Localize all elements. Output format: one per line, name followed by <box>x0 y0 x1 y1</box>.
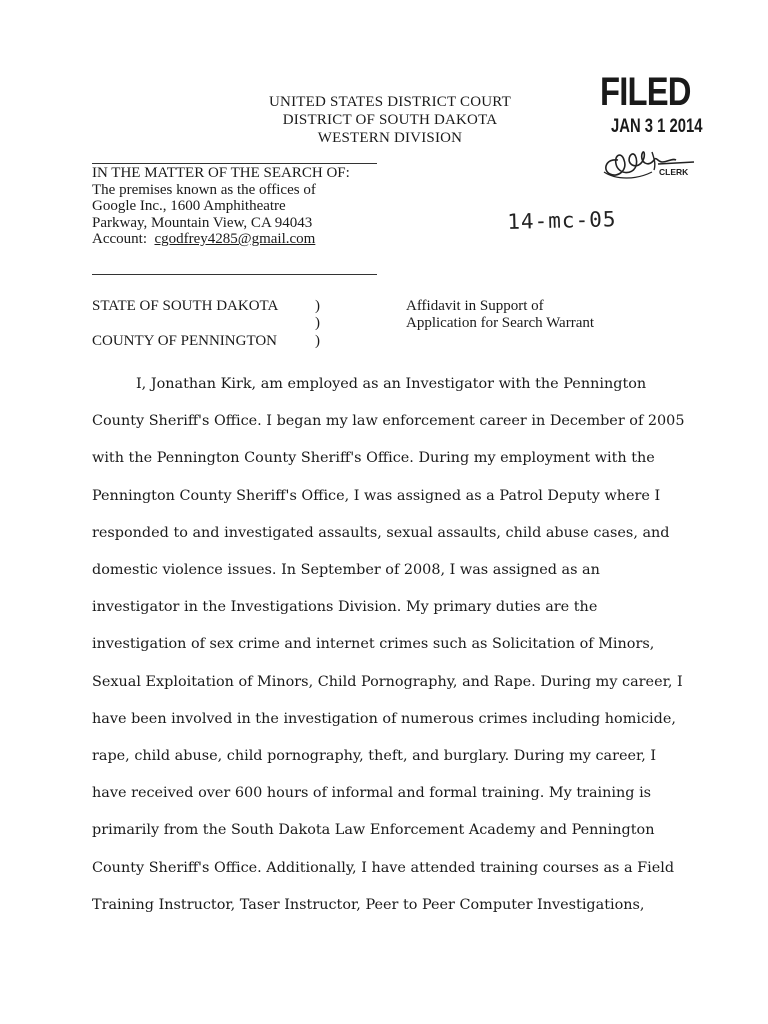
venue-paren-3: ) <box>315 333 320 349</box>
caption-line-4: Parkway, Mountain View, CA 94043 <box>92 214 313 231</box>
body-line: have been involved in the investigation of numerous crimes including homicide, <box>92 710 676 727</box>
clerk-signature <box>596 140 696 186</box>
affidavit-body <box>92 366 712 924</box>
court-name: UNITED STATES DISTRICT COURT <box>269 94 511 110</box>
filed-stamp-date: JAN 3 1 2014 <box>611 116 703 137</box>
body-line: have received over 600 hours of informal and formal training. My training is <box>92 785 652 802</box>
account-label: Account: <box>92 231 147 247</box>
handwritten-case-number: 14-mc-05 <box>507 207 617 234</box>
court-heading <box>230 93 550 147</box>
venue-paren-1: ) <box>315 298 320 314</box>
caption-line-3: Google Inc., 1600 Amphitheatre <box>92 198 286 214</box>
caption-line-1: IN THE MATTER OF THE SEARCH OF: <box>92 165 350 181</box>
affidavit-title-line-2: Application for Search Warrant <box>406 315 595 331</box>
court-division: WESTERN DIVISION <box>317 130 463 146</box>
body-line: responded to and investigated assaults, sexual assaults, child abuse cases, and <box>92 524 670 541</box>
caption-top-rule <box>92 163 377 164</box>
body-line: I, Jonathan Kirk, am employed as an Investigator with the Pennington <box>136 376 647 392</box>
body-line: Pennington County Sheriff's Office, I was assigned as a Patrol Deputy where I <box>92 487 661 504</box>
affidavit-title-line-1: Affidavit in Support of <box>406 298 544 314</box>
body-line: with the Pennington County Sheriff's Office. During my employment with the <box>92 450 655 467</box>
court-district: DISTRICT OF SOUTH DAKOTA <box>282 112 498 128</box>
venue-state: STATE OF SOUTH DAKOTA <box>92 298 279 314</box>
body-line: Sexual Exploitation of Minors, Child Pornography, and Rape. During my career, I <box>92 673 683 690</box>
case-caption <box>92 165 350 248</box>
filed-stamp-clerk: CLERK <box>659 167 689 177</box>
body-line: County Sheriff's Office. I began my law enforcement career in December of 2005 <box>92 413 685 430</box>
body-line: domestic violence issues. In September of 2008, I was assigned as an <box>92 562 600 579</box>
body-line: County Sheriff's Office. Additionally, I have attended training courses as a Field <box>92 859 675 876</box>
caption-line-2: The premises known as the offices of <box>92 181 316 198</box>
body-line: investigation of sex crime and internet crimes such as Solicitation of Minors, <box>92 636 655 653</box>
account-email: cgodfrey4285@gmail.com <box>154 231 316 247</box>
body-line: investigator in the Investigations Division. My primary duties are the <box>92 599 598 616</box>
body-line: primarily from the South Dakota Law Enforcement Academy and Pennington <box>92 822 655 839</box>
body-line: Training Instructor, Taser Instructor, Peer to Peer Computer Investigations, <box>92 896 645 913</box>
caption-account <box>92 231 350 248</box>
affidavit-title <box>406 298 594 332</box>
venue-county: COUNTY OF PENNINGTON <box>92 333 278 349</box>
filed-stamp-title: FILED <box>600 70 691 114</box>
venue-paren-2: ) <box>315 315 320 331</box>
caption-bottom-rule <box>92 274 377 275</box>
body-line: rape, child abuse, child pornography, theft, and burglary. During my career, I <box>92 748 657 765</box>
